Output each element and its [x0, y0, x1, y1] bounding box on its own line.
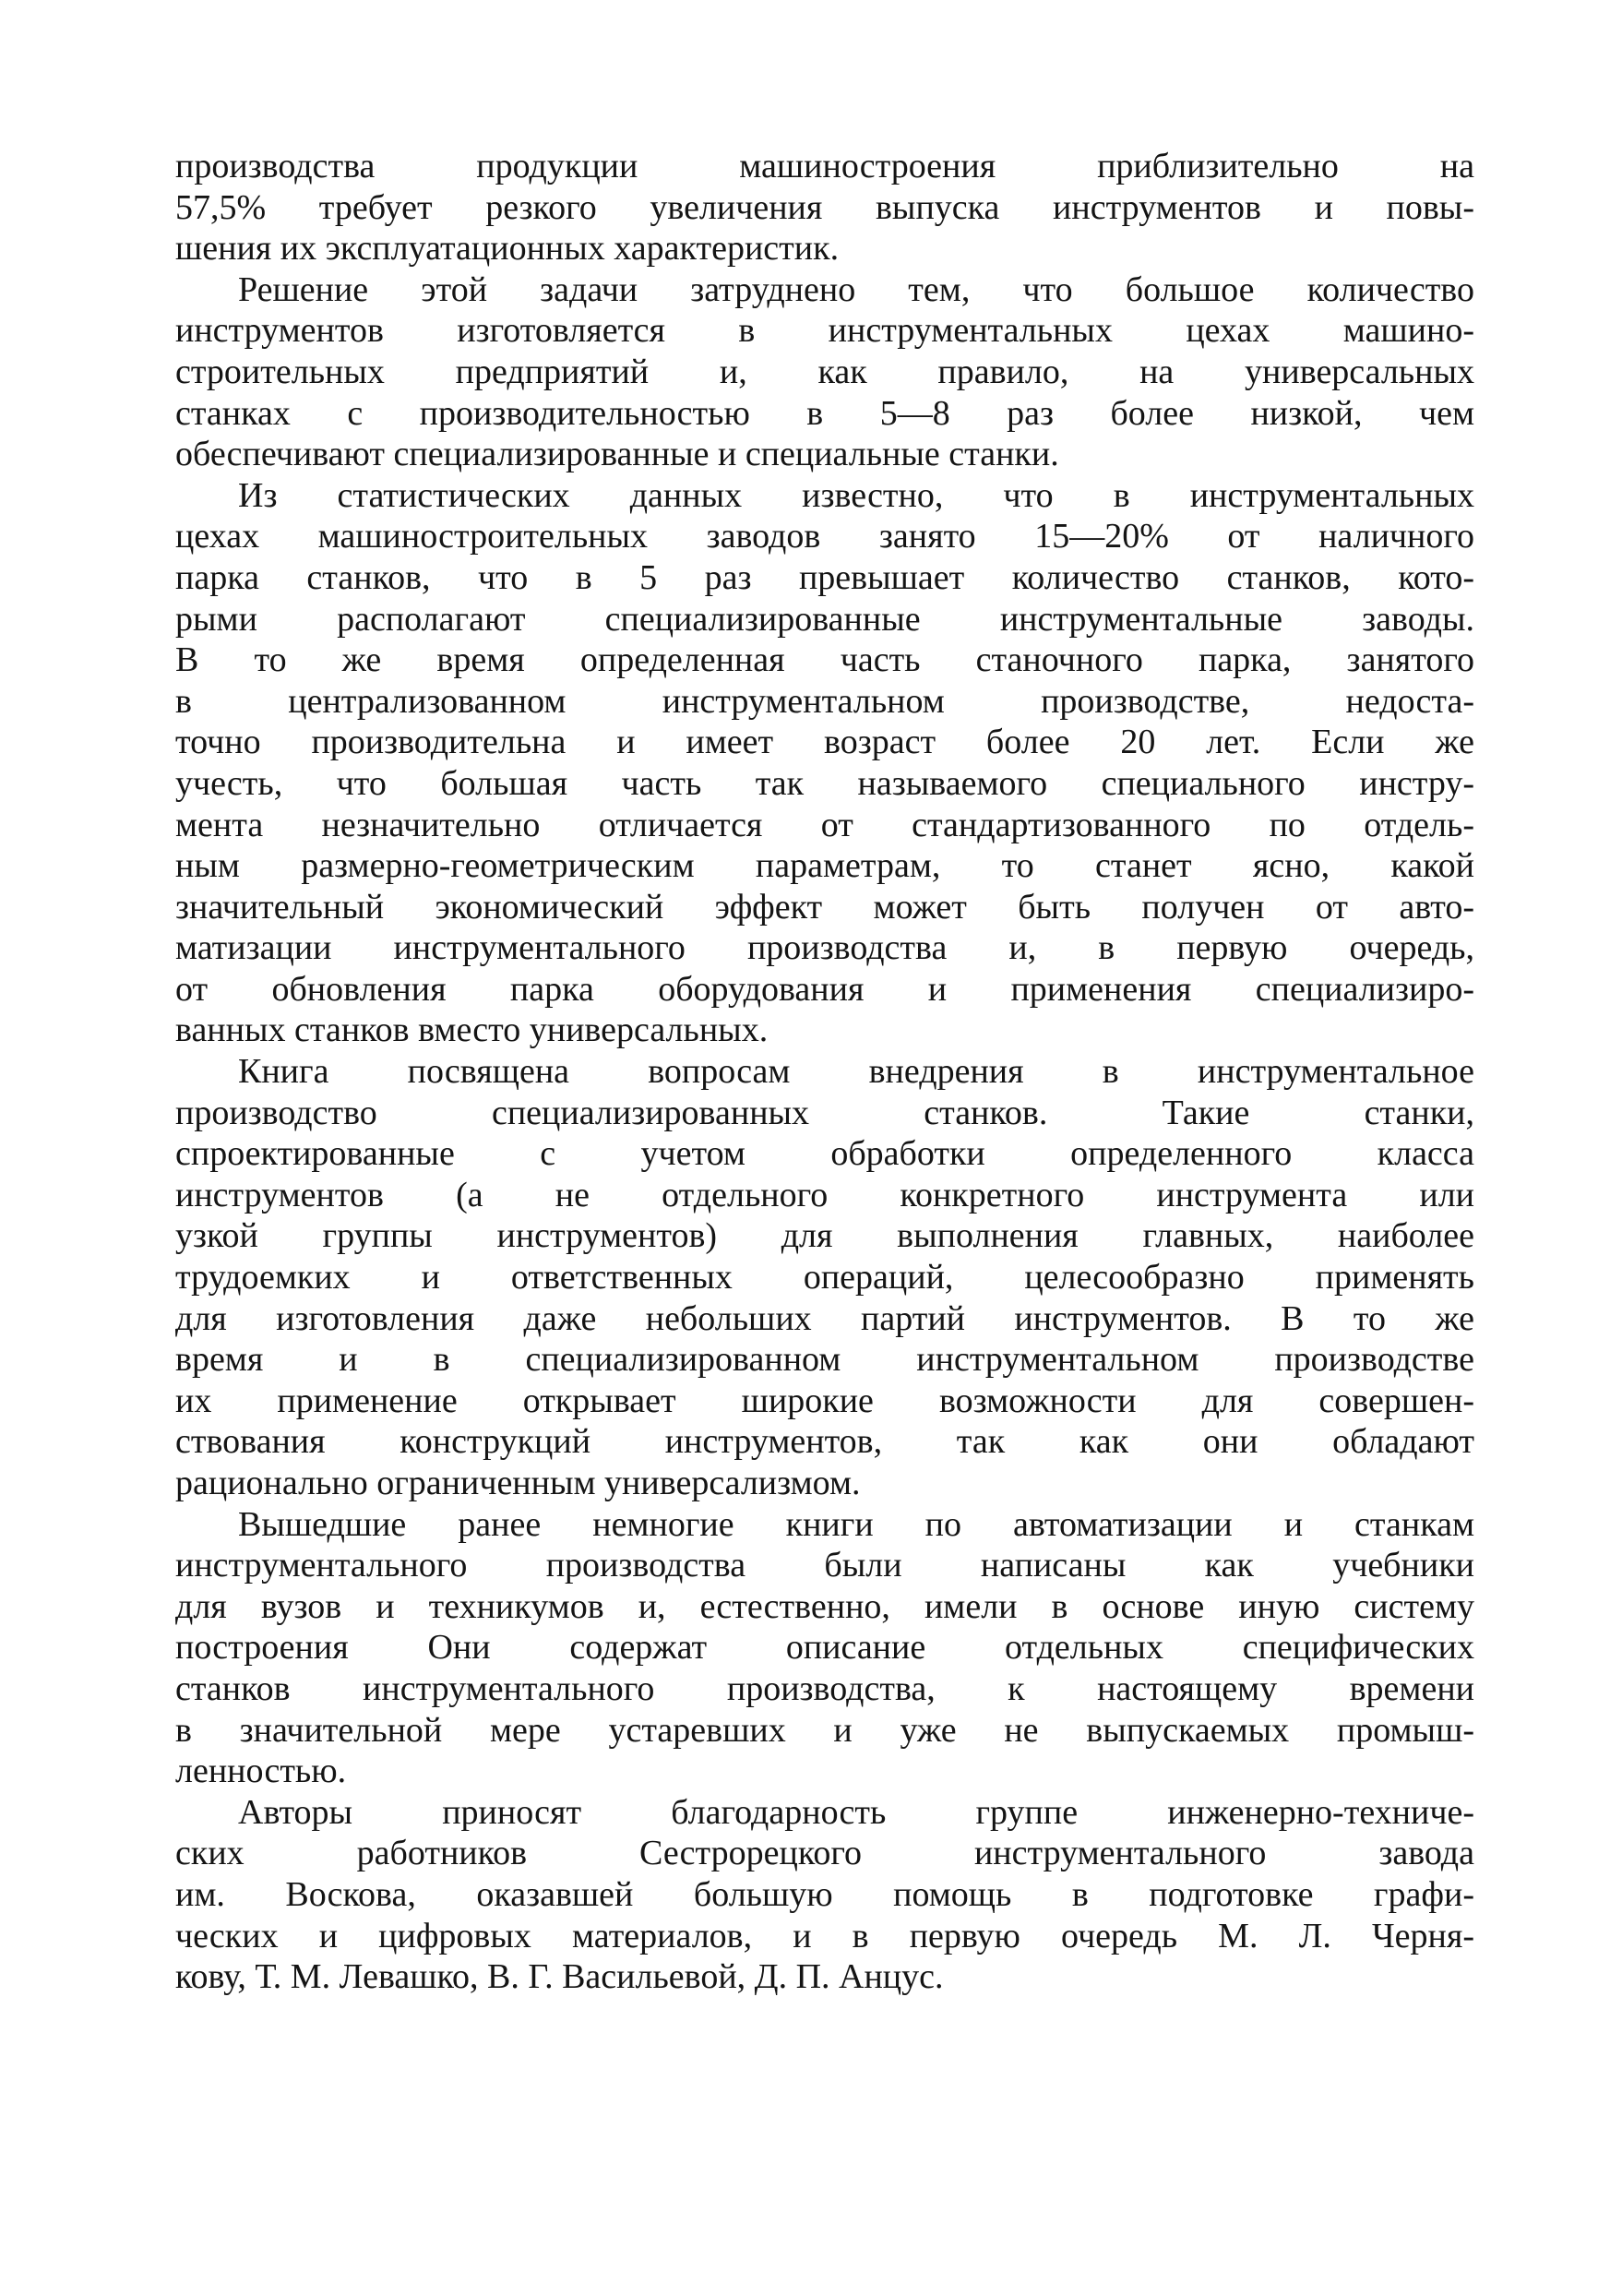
text-line: рационально ограниченным универсализмом. [175, 1464, 861, 1502]
text-line: Вышедшие ранее немногие книги по автоматизации и станкам [238, 1504, 1474, 1544]
text-line: построения Они содержат описание отдельных специфических [175, 1628, 1474, 1668]
text-line: мента незначительно отличается от стандартизованного по отдель- [175, 805, 1474, 844]
text-line: 57,5% требует резкого увеличения выпуска инструментов и повы- [175, 187, 1474, 227]
text-line: время и в специализированном инструментальном производстве [175, 1340, 1474, 1380]
text-line: трудоемких и ответственных операций, целесообразно применять [175, 1258, 1474, 1297]
text-line: им. Воскова, оказавшей большую помощь в подготовке графи- [175, 1874, 1474, 1914]
text-line: инструментов (а не отдельного конкретного инструмента или [175, 1175, 1474, 1214]
text-line: станков инструментального производства, к настоящему времени [175, 1668, 1474, 1708]
text-line: ческих и цифровых материалов, и в первую очередь М. Л. Черня- [175, 1916, 1474, 1955]
text-line: ным размерно-геометрическим параметрам, то станет ясно, какой [175, 846, 1474, 886]
text-line: кову, Т. М. Левашко, В. Г. Васильевой, Д. П. Анцус. [175, 1957, 944, 1997]
text-line: матизации инструментального производства и, в первую очередь, [175, 928, 1474, 968]
text-line: для изготовления даже небольших партий инструментов. В то же [175, 1298, 1474, 1338]
text-line: Решение этой задачи затруднено тем, что большое количество [238, 269, 1474, 309]
text-line: учесть, что большая часть так называемого специального инстру- [175, 763, 1474, 803]
text-line: производства продукции машиностроения приблизительно на [175, 147, 1474, 185]
text-line: цехах машиностроительных заводов занято 15—20% от наличного [175, 517, 1474, 556]
text-line: ствования конструкций инструментов, так как они обладают [175, 1422, 1474, 1462]
text-line: узкой группы инструментов) для выполнения главных, наиболее [175, 1216, 1474, 1256]
text-line: точно производительна и имеет возраст более 20 лет. Если же [175, 723, 1474, 762]
text-line: Книга посвящена вопросам внедрения в инструментальное [238, 1052, 1474, 1092]
text-line: значительный экономический эффект может быть получен от авто- [175, 887, 1474, 927]
text-line: ленностью. [175, 1752, 347, 1791]
text-line: парка станков, что в 5 раз превышает количество станков, кото- [175, 557, 1474, 597]
text-line: Авторы приносят благодарность группе инженерно-техниче- [238, 1792, 1474, 1832]
text-line: их применение открывает широкие возможности для совершен- [175, 1381, 1474, 1420]
text-line: В то же время определенная часть станочного парка, занятого [175, 640, 1474, 680]
text-line: спроектированные с учетом обработки определенного класса [175, 1134, 1474, 1174]
text-line: для вузов и техникумов и, естественно, имели в основе иную систему [175, 1586, 1474, 1626]
text-line: ских работников Сестрорецкого инструментального завода [175, 1834, 1474, 1873]
text-line: в централизованном инструментальном производстве, недоста- [175, 681, 1474, 721]
text-line: от обновления парка оборудования и применения специализиро- [175, 969, 1474, 1009]
text-line: инструментов изготовляется в инструментальных цехах машино- [175, 311, 1474, 351]
text-line: рыми располагают специализированные инструментальные заводы. [175, 599, 1474, 639]
text-line: ванных станков вместо универсальных. [175, 1010, 769, 1050]
text-line: шения их эксплуатационных характеристик. [175, 229, 840, 269]
text-line: обеспечивают специализированные и специальные станки. [175, 435, 1059, 474]
text-line: станках с производительностью в 5—8 раз более низкой, чем [175, 393, 1474, 433]
text-line: строительных предприятий и, как правило, на универсальных [175, 352, 1474, 391]
text-line: производство специализированных станков. Такие станки, [175, 1093, 1474, 1132]
text-line: Из статистических данных известно, что в инструментальных [238, 475, 1474, 515]
text-block [175, 146, 1474, 1998]
text-line: в значительной мере устаревших и уже не выпускаемых промыш- [175, 1710, 1474, 1750]
text-line: инструментального производства были написаны как учебники [175, 1546, 1474, 1585]
